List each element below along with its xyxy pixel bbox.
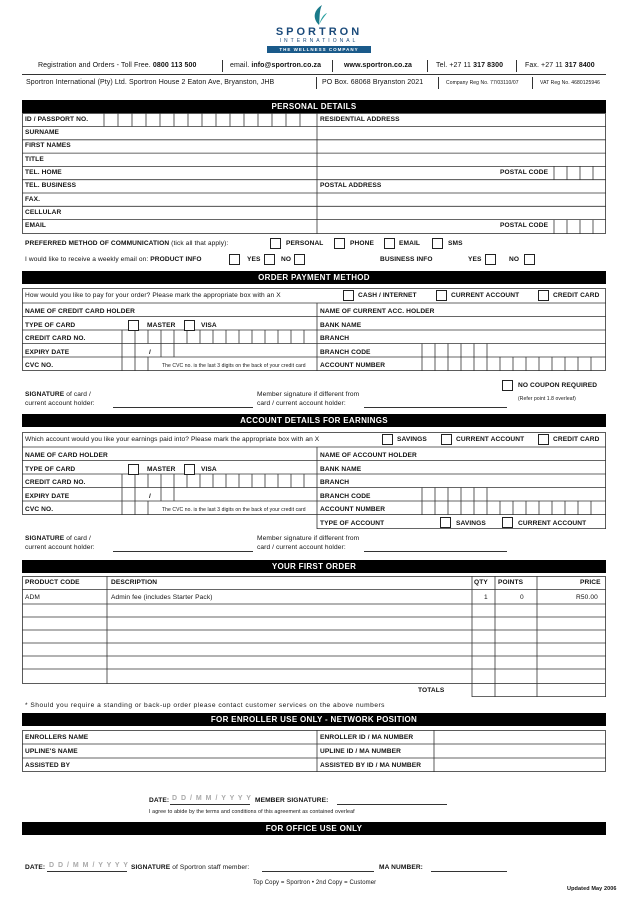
pay-credit-label: CREDIT CARD (553, 292, 600, 299)
product-info-label: PRODUCT INFO (150, 256, 202, 263)
earn-bank-name: BANK NAME (320, 466, 362, 473)
no-coupon-label: NO COUPON REQUIRED (518, 382, 598, 389)
fax-label: Fax. +27 11 (525, 62, 563, 69)
weekly-email-text: I would like to receive a weekly email on: (25, 256, 149, 263)
reg-orders-text: Registration and Orders - Toll Free. (38, 62, 151, 69)
office-header: FOR OFFICE USE ONLY (22, 822, 606, 835)
earn-branch-code: BRANCH CODE (320, 493, 371, 500)
pay-current-label: CURRENT ACCOUNT (451, 292, 520, 299)
enroller-id: ENROLLER ID / MA NUMBER (320, 734, 414, 741)
field-postal-code-1: POSTAL CODE (500, 169, 549, 176)
pay-master-checkbox[interactable] (128, 320, 139, 331)
pay-branch: BRANCH (320, 335, 350, 342)
pay-credit-checkbox[interactable] (538, 290, 549, 301)
order-note: * Should you require a standing or back-up order please contact customer services on the above numbers (25, 702, 385, 709)
leaf-icon (310, 4, 328, 26)
pay-acc-number: ACCOUNT NUMBER (320, 362, 386, 369)
personal-details-header: PERSONAL DETAILS (22, 100, 606, 113)
order-row-qty: 1 (484, 594, 488, 601)
earn-card-type: TYPE OF CARD (25, 466, 76, 473)
order-col-qty: QTY (474, 579, 488, 586)
earn-type-savings-label: SAVINGS (456, 520, 486, 527)
business-info-yes: YES (468, 256, 482, 263)
field-email: EMAIL (25, 222, 47, 229)
payment-header: ORDER PAYMENT METHOD (22, 271, 606, 284)
pref-sms-checkbox[interactable] (432, 238, 443, 249)
company-address: Sportron International (Pty) Ltd. Sportron House 2 Eaton Ave, Bryanston, JHB (26, 79, 275, 86)
earn-sig-row1 (25, 535, 91, 542)
pay-expiry: EXPIRY DATE (25, 349, 70, 356)
pay-visa-label: VISA (201, 322, 217, 329)
pref-phone-checkbox[interactable] (334, 238, 345, 249)
order-totals: TOTALS (418, 687, 445, 694)
earn-current-label: CURRENT ACCOUNT (456, 436, 525, 443)
pay-cc-no: CREDIT CARD NO. (25, 335, 86, 342)
pay-member-sig-line[interactable] (364, 407, 507, 408)
pay-sig-rest: of card / (66, 391, 91, 398)
upline-name: UPLINE'S NAME (25, 748, 78, 755)
pay-sig-row1 (25, 391, 91, 398)
updated-note: Updated May 2006 (567, 886, 617, 892)
pay-cc-holder: NAME OF CREDIT CARD HOLDER (25, 308, 135, 315)
toll-free-number: 0800 113 500 (152, 62, 197, 69)
brand-name: SPORTRON (275, 26, 363, 38)
office-date-underline (47, 871, 127, 872)
fax-number: 317 8400 (564, 62, 595, 69)
pay-sig-label: SIGNATURE (25, 391, 65, 398)
field-id-passport: ID / PASSPORT NO. (25, 116, 89, 123)
field-surname: SURNAME (25, 129, 60, 136)
product-info-option-box[interactable] (229, 254, 240, 265)
copies-note: Top Copy = Sportron • 2nd Copy = Customer (253, 880, 377, 886)
enroller-date-input[interactable]: D D / M M / Y Y Y Y (172, 795, 252, 802)
office-ma-label: MA NUMBER: (379, 864, 423, 871)
pref-email-checkbox[interactable] (384, 238, 395, 249)
pref-sms-label: SMS (448, 240, 463, 247)
pref-comm-label: PREFERRED METHOD OF COMMUNICATION (25, 240, 170, 247)
order-col-points: POINTS (498, 579, 524, 586)
office-sig-rest: of Sportron staff member: (172, 864, 250, 871)
payment-question: How would you like to pay for your order? Please mark the appropriate box with an X (25, 292, 281, 299)
pay-branch-code: BRANCH CODE (320, 349, 371, 356)
earn-type-current-checkbox[interactable] (502, 517, 513, 528)
order-header: YOUR FIRST ORDER (22, 560, 606, 573)
pref-phone-label: PHONE (350, 240, 374, 247)
contact-line (22, 59, 606, 73)
pay-cash-label: CASH / INTERNET (358, 292, 417, 299)
earn-member-sig2: card / current account holder: (257, 544, 346, 551)
earn-visa-checkbox[interactable] (184, 464, 195, 475)
enroller-header: FOR ENROLLER USE ONLY - NETWORK POSITION (22, 713, 606, 726)
field-fax: FAX. (25, 196, 41, 203)
order-col-price: PRICE (580, 579, 601, 586)
upline-id: UPLINE ID / MA NUMBER (320, 748, 401, 755)
pay-acc-holder: NAME OF CURRENT ACC. HOLDER (320, 308, 435, 315)
pay-cvc-note: The CVC no. is the last 3 digits on the back of your credit card (162, 363, 306, 369)
office-sig-row (131, 864, 249, 871)
website-link[interactable]: www.sportron.co.za (344, 62, 413, 69)
product-info-no: NO (281, 256, 292, 263)
earn-master-checkbox[interactable] (128, 464, 139, 475)
tel-number: 317 8300 (473, 62, 504, 69)
payment-grid (22, 288, 606, 371)
earn-expiry-slash: / (149, 493, 151, 500)
office-date-label: DATE: (25, 864, 46, 871)
enroller-name: ENROLLERS NAME (25, 734, 89, 741)
pay-member-sig1: Member signature if different from (257, 391, 360, 398)
office-date-input[interactable]: D D / M M / Y Y Y Y (49, 862, 129, 869)
field-postal-address: POSTAL ADDRESS (320, 182, 382, 189)
earn-type-savings-checkbox[interactable] (440, 517, 451, 528)
earn-acc-type: TYPE OF ACCOUNT (320, 520, 385, 527)
field-tel-home: TEL. HOME (25, 169, 62, 176)
agree-text: I agree to abide by the terms and conditions of this agreement as contained overleaf (149, 809, 355, 815)
earn-sig-rest: of card / (66, 535, 91, 542)
pref-personal-checkbox[interactable] (270, 238, 281, 249)
tel-label: Tel. +27 11 (436, 62, 472, 69)
vat-reg: VAT Reg No. 4680125946 (540, 80, 601, 86)
business-info-no: NO (509, 256, 520, 263)
no-coupon-checkbox[interactable] (502, 380, 513, 391)
earn-sig-line[interactable] (113, 551, 253, 552)
office-sig-label: SIGNATURE (131, 864, 171, 871)
enroller-date-label: DATE: (149, 797, 170, 804)
pay-member-sig2: card / current account holder: (257, 400, 346, 407)
product-info-yes-checkbox[interactable] (264, 254, 275, 265)
company-reg: Company Reg No. 77/03110/07 (446, 80, 519, 86)
earn-sig-label: SIGNATURE (25, 535, 65, 542)
enroller-date-underline (170, 804, 250, 805)
pref-email-label: EMAIL (399, 240, 421, 247)
business-info-no-checkbox[interactable] (524, 254, 535, 265)
earn-visa-label: VISA (201, 466, 217, 473)
pay-sig-line2: current account holder: (25, 400, 95, 407)
weekly-email-row (25, 256, 202, 263)
order-grid (22, 576, 606, 698)
earn-cc-no: CREDIT CARD NO. (25, 479, 86, 486)
address-line (22, 75, 606, 91)
field-title: TITLE (25, 156, 44, 163)
order-row-code: ADM (25, 594, 40, 601)
office-sig-line[interactable] (262, 871, 374, 872)
earn-card-holder: NAME OF CARD HOLDER (25, 452, 108, 459)
business-info-yes-checkbox[interactable] (485, 254, 496, 265)
pay-visa-checkbox[interactable] (184, 320, 195, 331)
brand-logo (258, 4, 380, 58)
order-col-desc: DESCRIPTION (111, 579, 158, 586)
assisted-by: ASSISTED BY (25, 762, 71, 769)
pay-bank-name: BANK NAME (320, 322, 362, 329)
earn-member-sig-line[interactable] (364, 551, 507, 552)
earn-acc-holder: NAME OF ACCOUNT HOLDER (320, 452, 417, 459)
earnings-question: Which account would you like your earnings paid into? Please mark the appropriate box with an X (25, 436, 320, 443)
brand-sub: INTERNATIONAL (279, 38, 359, 44)
earnings-header: ACCOUNT DETAILS FOR EARNINGS (22, 414, 606, 427)
earn-type-current-label: CURRENT ACCOUNT (518, 520, 587, 527)
product-info-yes: YES (247, 256, 261, 263)
no-coupon-note: (Refer point 1.8 overleaf) (518, 396, 576, 402)
earn-member-sig1: Member signature if different from (257, 535, 360, 542)
pref-comm-row (25, 240, 228, 247)
office-ma-line[interactable] (431, 871, 507, 872)
field-tel-business: TEL. BUSINESS (25, 182, 77, 189)
earn-savings-checkbox[interactable] (382, 434, 393, 445)
earn-current-checkbox[interactable] (441, 434, 452, 445)
earn-sig-line2: current account holder: (25, 544, 95, 551)
enroller-member-sig-label: MEMBER SIGNATURE: (255, 797, 329, 804)
earnings-grid (22, 432, 606, 529)
pay-card-type: TYPE OF CARD (25, 322, 76, 329)
pay-cvc: CVC NO. (25, 362, 54, 369)
pay-cash-checkbox[interactable] (343, 290, 354, 301)
order-row-desc: Admin fee (includes Starter Pack) (111, 594, 213, 601)
field-first-names: FIRST NAMES (25, 142, 71, 149)
earn-credit-checkbox[interactable] (538, 434, 549, 445)
pref-comm-hint: (tick all that apply): (171, 240, 229, 247)
brand-tagline: THE WELLNESS COMPANY (267, 46, 371, 53)
field-cellular: CELLULAR (25, 209, 62, 216)
assisted-by-id: ASSISTED BY ID / MA NUMBER (320, 762, 422, 769)
enroller-member-sig-line[interactable] (337, 804, 447, 805)
pref-personal-label: PERSONAL (286, 240, 324, 247)
business-info-label: BUSINESS INFO (380, 256, 433, 263)
po-box: PO Box. 68068 Bryanston 2021 (322, 79, 424, 86)
email-label: email. (230, 62, 250, 69)
earn-cvc: CVC NO. (25, 506, 54, 513)
pay-expiry-slash: / (149, 349, 151, 356)
earn-branch: BRANCH (320, 479, 350, 486)
earn-acc-number: ACCOUNT NUMBER (320, 506, 386, 513)
pay-master-label: MASTER (147, 322, 176, 329)
order-col-code: PRODUCT CODE (25, 579, 80, 586)
pay-current-checkbox[interactable] (436, 290, 447, 301)
earn-expiry: EXPIRY DATE (25, 493, 70, 500)
pay-sig-line[interactable] (113, 407, 253, 408)
order-row-points: 0 (520, 594, 524, 601)
earn-cvc-note: The CVC no. is the last 3 digits on the back of your credit card (162, 507, 306, 513)
earn-savings-label: SAVINGS (397, 436, 427, 443)
earn-master-label: MASTER (147, 466, 176, 473)
enroller-grid (22, 730, 606, 772)
earn-credit-label: CREDIT CARD (553, 436, 600, 443)
product-info-no-checkbox[interactable] (294, 254, 305, 265)
field-residential-address: RESIDENTIAL ADDRESS (320, 116, 400, 123)
email-link[interactable]: info@sportron.co.za (251, 62, 322, 69)
field-postal-code-2: POSTAL CODE (500, 222, 549, 229)
order-row-price: R50.00 (576, 594, 598, 601)
